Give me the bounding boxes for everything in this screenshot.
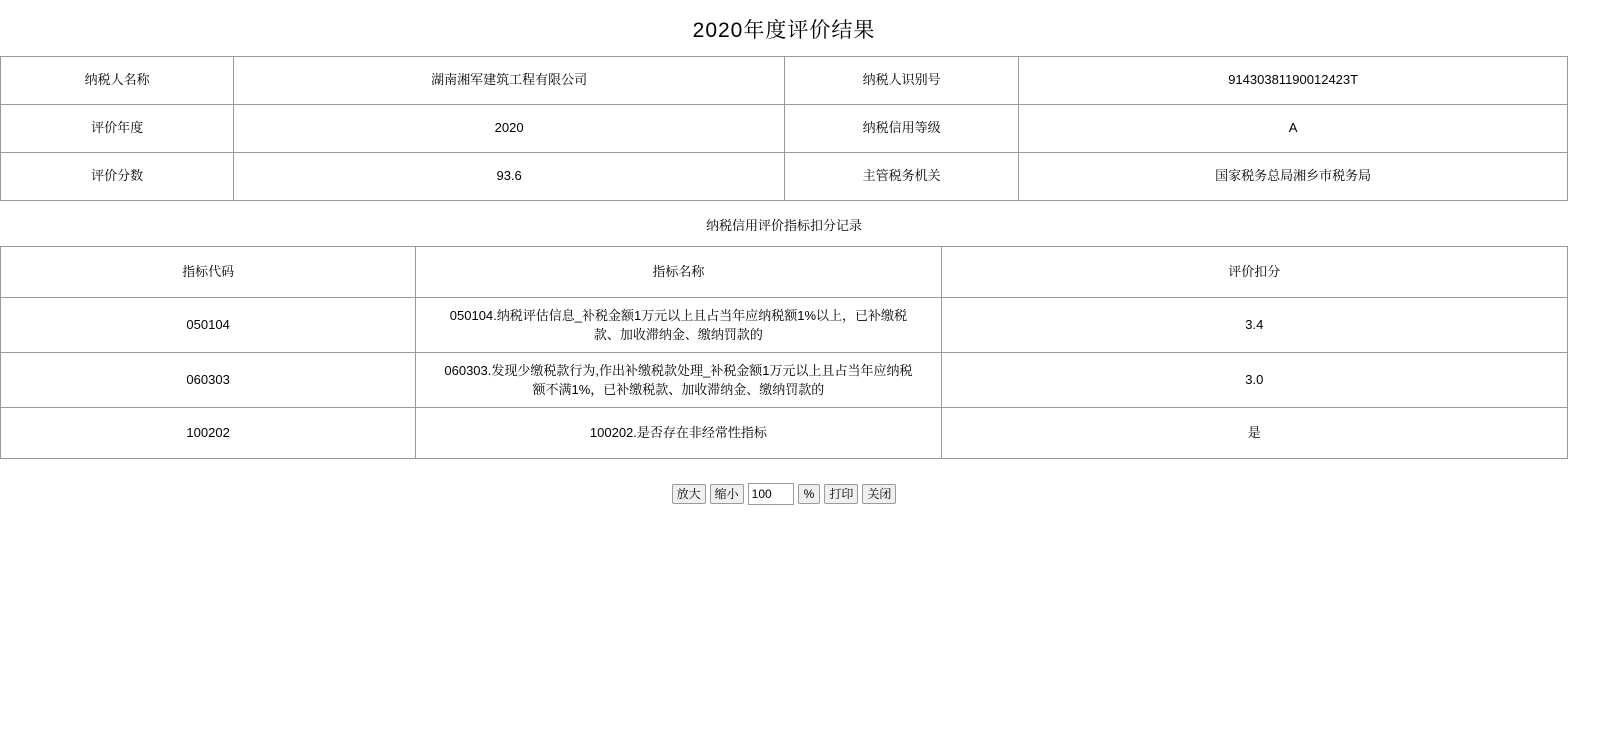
indicator-score: 3.0	[941, 353, 1567, 408]
taxpayer-id-value: 91430381190012423T	[1019, 57, 1568, 105]
print-toolbar	[0, 459, 1568, 505]
table-row	[1, 298, 1568, 353]
table-row	[1, 408, 1568, 459]
table-row	[1, 153, 1568, 201]
indicator-name: 060303.发现少缴税款行为,作出补缴税款处理_补税金额1万元以上且占当年应纳税额不满1%，已补缴税款、加收滞纳金、缴纳罚款的	[416, 353, 941, 408]
zoom-in-button[interactable]: 放大	[672, 484, 706, 504]
percent-label: %	[798, 484, 821, 504]
evaluation-score-label: 评价分数	[1, 153, 234, 201]
evaluation-score-value: 93.6	[234, 153, 785, 201]
close-button[interactable]: 关闭	[862, 484, 896, 504]
zoom-out-button[interactable]: 缩小	[710, 484, 744, 504]
taxpayer-id-label: 纳税人识别号	[784, 57, 1018, 105]
taxpayer-name-value: 湖南湘军建筑工程有限公司	[234, 57, 785, 105]
print-button[interactable]: 打印	[824, 484, 858, 504]
column-header-code: 指标代码	[1, 247, 416, 298]
evaluation-year-label: 评价年度	[1, 105, 234, 153]
tax-authority-value: 国家税务总局湘乡市税务局	[1019, 153, 1568, 201]
table-row	[1, 353, 1568, 408]
evaluation-year-value: 2020	[234, 105, 785, 153]
section-caption: 纳税信用评价指标扣分记录	[705, 218, 862, 233]
indicator-score: 是	[941, 408, 1567, 459]
indicator-name: 100202.是否存在非经常性指标	[416, 408, 941, 459]
table-row	[1, 57, 1568, 105]
taxpayer-name-label: 纳税人名称	[1, 57, 234, 105]
column-header-name: 指标名称	[416, 247, 941, 298]
taxpayer-summary-table	[0, 56, 1568, 201]
indicator-name: 050104.纳税评估信息_补税金额1万元以上且占当年应纳税额1%以上，已补缴税款、加收滞纳金、缴纳罚款的	[416, 298, 941, 353]
column-header-score: 评价扣分	[941, 247, 1567, 298]
indicator-code: 050104	[1, 298, 416, 353]
credit-rating-label: 纳税信用等级	[784, 105, 1018, 153]
indicator-code: 100202	[1, 408, 416, 459]
zoom-input[interactable]	[748, 483, 794, 505]
deduction-records-table	[0, 246, 1568, 459]
table-header-row	[1, 247, 1568, 298]
table-row	[1, 105, 1568, 153]
credit-rating-value: A	[1019, 105, 1568, 153]
page-title: 2020年度评价结果	[692, 19, 876, 42]
indicator-score: 3.4	[941, 298, 1567, 353]
indicator-code: 060303	[1, 353, 416, 408]
tax-authority-label: 主管税务机关	[784, 153, 1018, 201]
